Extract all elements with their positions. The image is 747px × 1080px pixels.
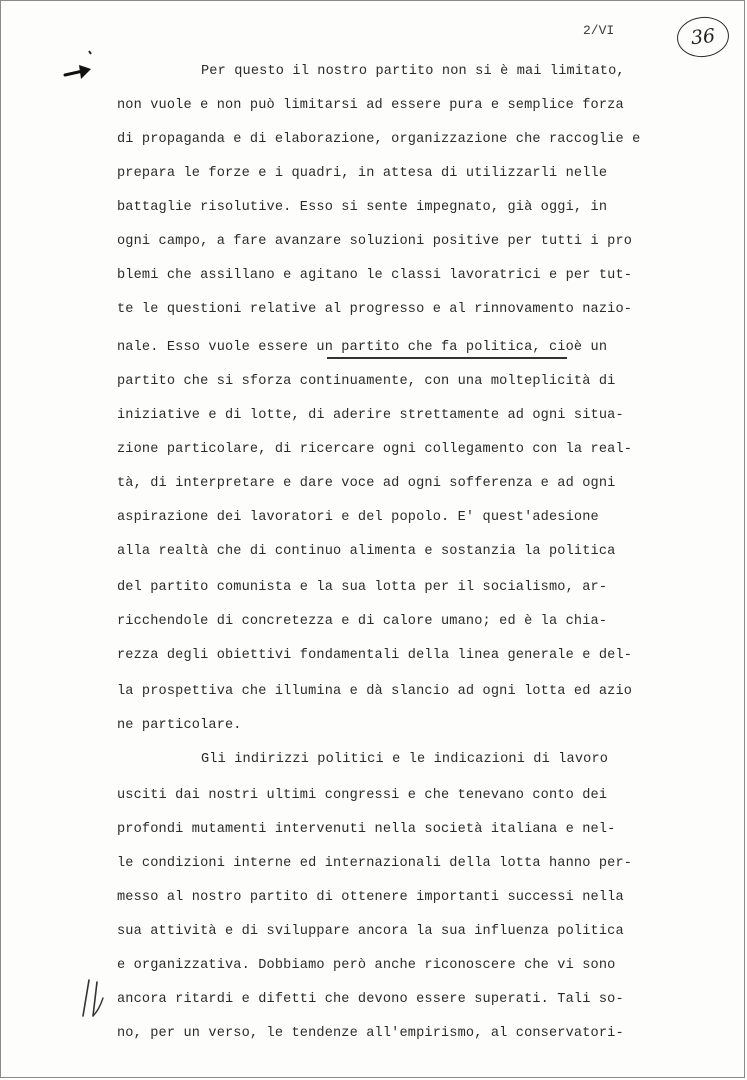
- text-line: tà, di interpretare e dare voce ad ogni sofferenza e ad ogni: [117, 476, 616, 491]
- text-line: messo al nostro partito di ottenere importanti successi nella: [117, 890, 624, 905]
- text-line: ricchendole di concretezza e di calore umano; ed è la chia-: [117, 614, 608, 629]
- text-line: aspirazione dei lavoratori e del popolo. E' quest'adesione: [117, 510, 599, 525]
- text-line: nale. Esso vuole essere un partito che fa politica, cioè un: [117, 340, 608, 355]
- text-line: prepara le forze e i quadri, in attesa di utilizzarli nelle: [117, 166, 608, 181]
- text-line: usciti dai nostri ultimi congressi e che tenevano conto dei: [117, 788, 608, 803]
- text-line: di propaganda e di elaborazione, organizzazione che raccoglie e: [117, 132, 641, 147]
- text-line: te le questioni relative al progresso e al rinnovamento nazio-: [117, 302, 633, 317]
- folio-number: 36: [675, 14, 731, 59]
- text-line: Gli indirizzi politici e le indicazioni di lavoro: [201, 752, 609, 767]
- text-line: non vuole e non può limitarsi ad essere pura e semplice forza: [117, 98, 624, 113]
- text-line: e organizzativa. Dobbiamo però anche riconoscere che vi sono: [117, 958, 616, 973]
- text-line: Per questo il nostro partito non si è mai limitato,: [201, 64, 625, 79]
- text-line: la prospettiva che illumina e dà slancio ad ogni lotta ed azio: [117, 684, 633, 699]
- text-line: battaglie risolutive. Esso si sente impegnato, già oggi, in: [117, 200, 608, 215]
- text-line: del partito comunista e la sua lotta per il socialismo, ar-: [117, 580, 608, 595]
- text-line: alla realtà che di continuo alimenta e sostanzia la politica: [117, 544, 616, 559]
- handwritten-arrow-mark: [61, 47, 101, 87]
- text-line: ancora ritardi e difetti che devono essere superati. Tali so-: [117, 992, 624, 1007]
- text-line: iniziative e di lotte, di aderire strettamente ad ogni situa-: [117, 408, 624, 423]
- text-line: zione particolare, di ricercare ogni collegamento con la real-: [117, 442, 633, 457]
- page-label: 2/VI: [583, 23, 615, 38]
- text-line: partito che si sforza continuamente, con una molteplicità di: [117, 374, 616, 389]
- text-line: blemi che assillano e agitano le classi lavoratrici e per tut-: [117, 268, 633, 283]
- handwritten-margin-mark: [79, 976, 109, 1020]
- underline-mark: [327, 357, 567, 359]
- text-line: ogni campo, a fare avanzare soluzioni positive per tutti i pro: [117, 234, 633, 249]
- text-line: no, per un verso, le tendenze all'empirismo, al conservatori-: [117, 1026, 624, 1041]
- text-line: le condizioni interne ed internazionali della lotta hanno per-: [117, 856, 633, 871]
- text-line: rezza degli obiettivi fondamentali della linea generale e del-: [117, 648, 633, 663]
- text-line: ne particolare.: [117, 718, 242, 733]
- text-line: profondi mutamenti intervenuti nella società italiana e nel-: [117, 822, 616, 837]
- text-line: sua attività e di sviluppare ancora la sua influenza politica: [117, 924, 624, 939]
